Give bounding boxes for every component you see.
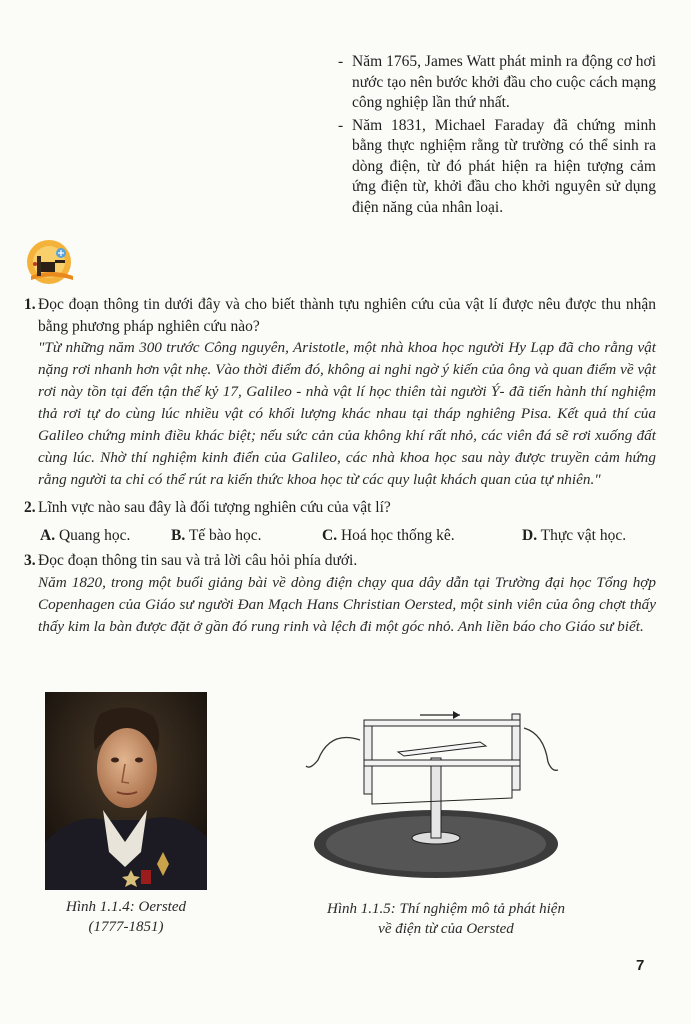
question-number: 3. [24,552,36,569]
question-list [24,294,656,638]
answer-letter: B. [171,526,186,544]
oersted-passage: Năm 1820, trong một buổi giảng bài về dòng điện chạy qua dây dẫn tại Trường đại học Tổng hợp Copenhagen của Giáo sư người Đan Mạch Hans Christian Oersted, một sinh viên của ông chợt thấy thấy kim la bàn được đặt ở gần đó rung rinh và lệch đi một góc nhỏ. Anh liền báo cho Giáo sư biết. [38,573,656,635]
page-number: 7 [636,957,645,974]
answer-letter: A. [40,526,56,544]
bullet-dash: - [338,116,344,134]
answer-c [322,525,522,547]
bullet-item [338,116,656,219]
history-bullets [338,52,656,220]
bullet-item [338,52,656,114]
question-3 [24,550,656,572]
answer-b [171,525,322,547]
answer-a [40,525,171,547]
answer-text: Thực vật học. [537,526,627,544]
galileo-quote: "Từ những năm 300 trước Công nguyên, Aristotle, một nhà khoa học người Hy Lạp đã cho rằng vật nặng rơi nhanh hơn vật nhẹ. Vào thời điểm đó, không ai nghi ngờ ý kiến của ông và quan điểm về vật rơi này tồn tại đến tận thế kỷ 17, Galileo - nhà vật lí học thiên tài người Ý- đã tiến hành thí nghiệm thả rơi tự do cùng lúc nhiều vật có khối lượng khác nhau tại tháp nghiêng Pisa. Kết quả thí của Galileo chứng minh điều khác biệt; nếu sức cản của không khí rất nhỏ, các viên đá sẽ rơi xuống đất cùng lúc. Nhờ thí nghiệm kinh điển của Galileo, các nhà khoa học sau này được truyền cảm hứng rằng người ta chỉ có thể rút ra kiến thức khoa học từ các quy luật khách quan của tự nhiên." [38,339,656,488]
oersted-experiment-illustration [300,700,562,882]
bullet-text: Năm 1831, Michael Faraday đã chứng minh bằng thực nghiệm rằng từ trường có thể sinh ra dòng điện, từ đó phát hiện ra hiện tượng cảm ứng điện từ, khởi đầu cho khởi nguyên sử dụng điện năng của nhân loại. [352,116,656,216]
question-1 [24,294,656,337]
answer-text: Quang học. [55,526,131,544]
caption-line: Hình 1.1.4: Oersted [66,899,186,915]
question-number: 1. [24,296,36,313]
answer-text: Tế bào học. [185,526,262,544]
practice-icon [25,238,77,286]
question-text: Lĩnh vực nào sau đây là đối tượng nghiên cứu của vật lí? [38,499,391,516]
question-2 [24,497,656,519]
answer-options [40,525,656,547]
answer-letter: C. [322,526,338,544]
figure-2-caption [290,899,602,939]
question-number: 2. [24,499,36,516]
bullet-text: Năm 1765, James Watt phát minh ra động cơ hơi nước tạo nên bước khởi đầu cho cuộc cách mạng công nghiệp lần thứ nhất. [352,53,656,111]
caption-line: (1777-1851) [88,919,164,935]
caption-line: Hình 1.1.5: Thí nghiệm mô tả phát hiện [327,901,565,917]
answer-text: Hoá học thống kê. [337,526,455,544]
bullet-dash: - [338,53,344,70]
answer-d [522,525,626,547]
question-text: Đọc đoạn thông tin sau và trả lời câu hỏi phía dưới. [38,552,358,569]
oersted-portrait [45,692,207,890]
question-text: Đọc đoạn thông tin dưới đây và cho biết thành tựu nghiên cứu của vật lí được nêu được thu nhận bằng phương pháp nghiên cứu nào? [38,296,656,335]
caption-line: về điện từ của Oersted [378,921,514,937]
figure-1-caption [45,897,207,937]
answer-letter: D. [522,526,538,544]
